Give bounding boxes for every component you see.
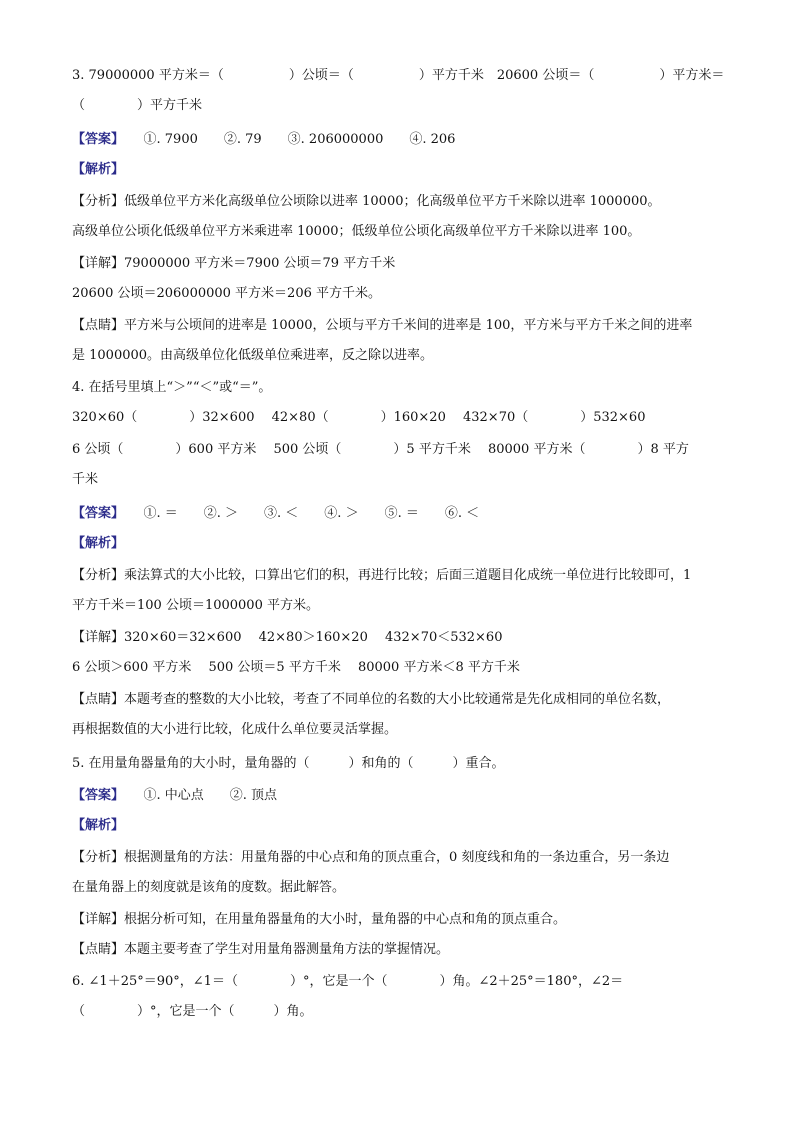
section-tag: 【答案】: [72, 132, 118, 147]
text-line: [72, 628, 502, 648]
line-text: 【分析】乘法算式的大小比较，口算出它们的积，再进行比较；后面三道题目化成统一单位进行比较即可，1: [72, 568, 692, 583]
line-text: 【点睛】本题主要考查了学生对用量角器测量角方法的掌握情况。: [72, 942, 450, 957]
line-text: 320×60（ ）32×600 42×80（ ）160×20 432×70（ ）532×60: [72, 410, 646, 425]
line-text: 3. 79000000 平方米＝（ ）公顷＝（ ）平方千米 20600 公顷＝（ ）平方米＝: [72, 68, 725, 83]
text-line: [72, 440, 689, 460]
text-line: [72, 534, 124, 554]
line-text: 在量角器上的刻度就是该角的度数。据此解答。: [72, 880, 346, 895]
line-text: 千米: [72, 472, 99, 487]
section-tag: 【解析】: [72, 536, 125, 551]
line-text: 6. ∠1＋25°＝90°，∠1＝（ ）°，它是一个（ ）角。∠2＋25°＝180°，∠2＝: [72, 974, 624, 989]
text-line: [72, 284, 381, 304]
text-line: [72, 972, 623, 992]
line-text: （ ）平方千米: [72, 98, 203, 113]
section-tag: 【答案】: [72, 788, 118, 803]
text-line: [72, 346, 433, 366]
text-line: [72, 720, 397, 740]
text-line: [72, 96, 202, 116]
text-line: [72, 408, 645, 428]
text-line: [72, 786, 277, 806]
text-line: [72, 878, 345, 898]
text-line: [72, 254, 395, 274]
text-line: [72, 378, 271, 398]
line-text: 是 1000000。由高级单位化低级单位乘进率，反之除以进率。: [72, 348, 434, 363]
text-line: [72, 222, 640, 242]
line-text: 6 公顷（ ）600 平方米 500 公顷（ ）5 平方千米 80000 平方米（ ）8 平方: [72, 442, 689, 457]
line-text: 【点睛】平方米与公顷间的进率是 10000，公顷与平方千米间的进率是 100，平方米与平方千米之间的进率: [72, 318, 693, 333]
text-line: [72, 1002, 313, 1022]
text-line: [72, 754, 505, 774]
line-text: 【详解】320×60＝32×600 42×80＞160×20 432×70＜532×60: [72, 630, 503, 645]
line-text: 【详解】79000000 平方米＝7900 公顷＝79 平方千米: [72, 256, 396, 271]
text-line: [72, 940, 449, 960]
line-text: ①. ＝ ②. ＞ ③. ＜ ④. ＞ ⑤. ＝ ⑥. ＜: [117, 506, 480, 521]
text-line: [72, 66, 724, 86]
line-text: 5. 在用量角器量角的大小时，量角器的（ ）和角的（ ）重合。: [72, 756, 505, 771]
text-line: [72, 690, 670, 710]
line-text: 高级单位公顷化低级单位平方米乘进率 10000；低级单位公顷化高级单位平方千米除以进率 100。: [72, 224, 641, 239]
line-text: 平方千米＝100 公顷＝1000000 平方米。: [72, 598, 319, 613]
section-tag: 【答案】: [72, 506, 118, 521]
text-line: [72, 596, 319, 616]
text-line: [72, 316, 692, 336]
line-text: 【分析】根据测量角的方法：用量角器的中心点和角的顶点重合，0 刻度线和角的一条边重合，另一条边: [72, 850, 670, 865]
line-text: ①. 中心点 ②. 顶点: [117, 788, 278, 803]
text-line: [72, 130, 455, 150]
text-line: [72, 470, 98, 490]
line-text: 20600 公顷＝206000000 平方米＝206 平方千米。: [72, 286, 382, 301]
text-line: [72, 160, 124, 180]
line-text: 再根据数值的大小进行比较，化成什么单位要灵活掌握。: [72, 722, 398, 737]
line-text: 4. 在括号里填上“＞”“＜”或“＝”。: [72, 380, 272, 395]
line-text: 【分析】低级单位平方米化高级单位公顷除以进率 10000；化高级单位平方千米除以进率 1000000。: [72, 194, 661, 209]
text-line: [72, 848, 669, 868]
line-text: 6 公顷＞600 平方米 500 公顷＝5 平方千米 80000 平方米＜8 平方千米: [72, 660, 520, 675]
line-text: ①. 7900 ②. 79 ③. 206000000 ④. 206: [117, 132, 456, 147]
text-line: [72, 566, 691, 586]
line-text: 【点睛】本题考查的整数的大小比较，考查了不同单位的名数的大小比较通常是先化成相同的单位名数，: [72, 692, 671, 707]
text-line: [72, 658, 520, 678]
section-tag: 【解析】: [72, 818, 125, 833]
text-line: [72, 504, 479, 524]
line-text: 【详解】根据分析可知，在用量角器量角的大小时，量角器的中心点和角的顶点重合。: [72, 912, 567, 927]
text-line: [72, 192, 661, 212]
section-tag: 【解析】: [72, 162, 125, 177]
line-text: （ ）°，它是一个（ ）角。: [72, 1004, 313, 1019]
text-line: [72, 816, 124, 836]
text-line: [72, 910, 566, 930]
